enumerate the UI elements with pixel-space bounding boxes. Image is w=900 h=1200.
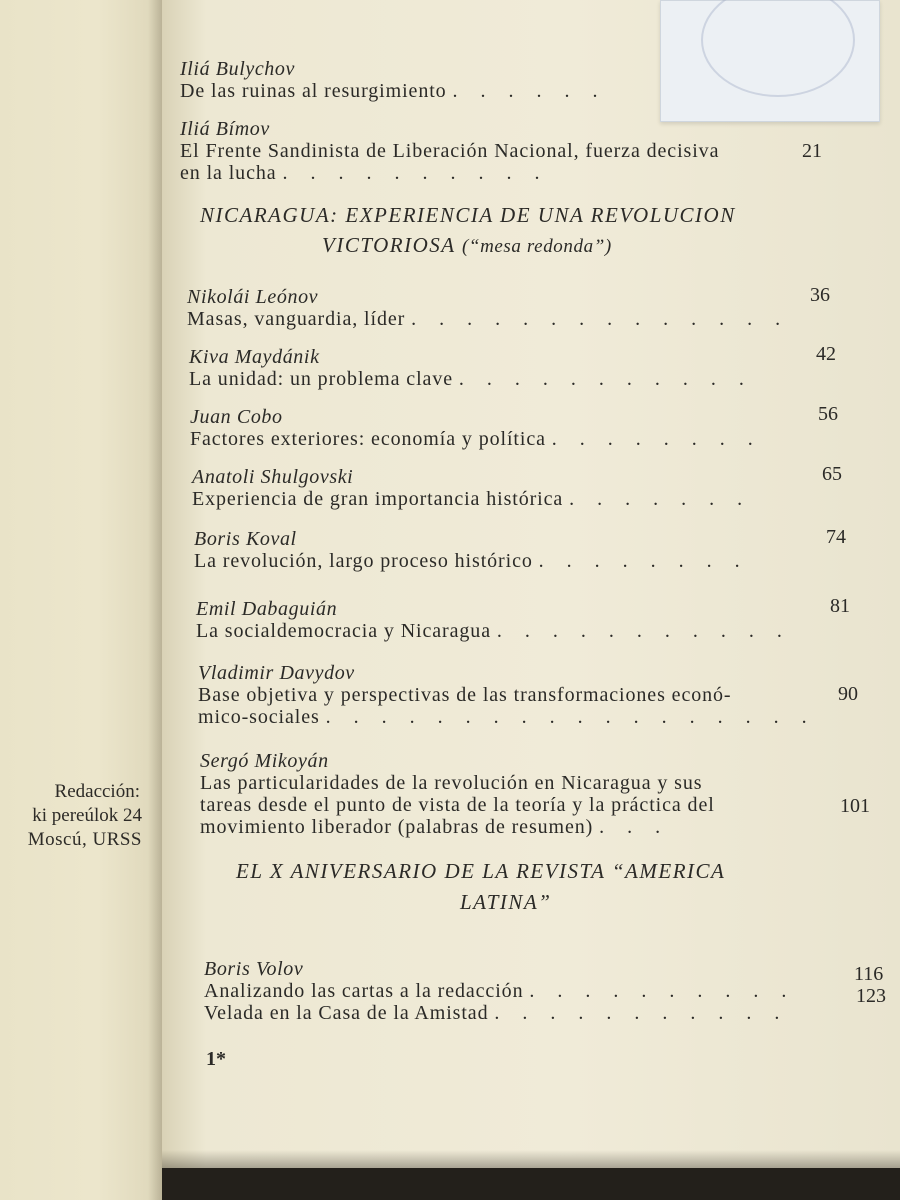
toc-entry-bimov	[180, 118, 719, 184]
toc-entry-volov	[204, 958, 795, 1024]
editorial-street: ki pereúlok 24	[32, 805, 142, 826]
dot-leader: . . . . . . . . . . .	[458, 368, 753, 390]
section-heading-nicaragua-line2: VICTORIOSA (“mesa redonda”)	[322, 233, 612, 257]
dot-leader: . . . . . . . . . .	[529, 980, 796, 1002]
entry-author: Iliá Bímov	[180, 118, 270, 140]
page-number: 123	[856, 985, 886, 1007]
entry-title: De las ruinas al resurgimiento . . . . . .	[180, 80, 607, 102]
toc-entry-mikoyan	[200, 750, 715, 838]
toc-entry-maydanik	[189, 346, 753, 390]
dot-leader: . . . . . .	[452, 80, 607, 102]
page-number: 116	[854, 963, 884, 985]
entry-title-line: movimiento liberador (palabras de resumen) . . .	[200, 816, 670, 838]
entry-author: Kiva Maydánik	[189, 346, 320, 368]
page-bottom-shadow	[162, 1150, 900, 1168]
toc-entry-davydov	[198, 662, 816, 728]
toc-entry-shulgovski	[192, 466, 751, 510]
dot-leader: . . .	[599, 816, 670, 838]
page-number: 74	[826, 526, 846, 548]
contents-page	[162, 0, 900, 1168]
page-number: 90	[838, 683, 858, 705]
toc-entry-cobo	[190, 406, 762, 450]
dot-leader: . . . . . . . . . .	[282, 162, 549, 184]
left-facing-page	[0, 0, 162, 1200]
gutter-shadow	[148, 0, 162, 1200]
entry-author: Juan Cobo	[190, 406, 283, 428]
entry-title-line: mico-sociales . . . . . . . . . . . . . . . . . .	[198, 706, 816, 728]
section-heading-anniversary: EL X ANIVERSARIO DE LA REVISTA “AMERICA	[236, 859, 726, 883]
table-of-contents	[162, 0, 900, 1168]
dot-leader: . . . . . . . . . . .	[496, 620, 791, 642]
entry-title: Experiencia de gran importancia histórica . . . . . . .	[192, 488, 752, 510]
entry-author: Vladimir Davydov	[198, 662, 355, 684]
entry-title: Factores exteriores: economía y política . . . . . . . .	[190, 428, 762, 450]
library-label-sticker	[660, 0, 880, 122]
dot-leader: . . . . . . .	[569, 488, 752, 510]
editorial-city: Moscú, URSS	[27, 829, 142, 850]
dot-leader: . . . . . . . .	[551, 428, 762, 450]
entry-title: Masas, vanguardia, líder . . . . . . . . . . . . . .	[187, 308, 790, 330]
dot-leader: . . . . . . . .	[538, 550, 749, 572]
entry-author: Nikolái Leónov	[187, 286, 319, 308]
page-number: 42	[816, 343, 836, 365]
entry-title-line: Las particularidades de la revolución en Nicaragua y sus	[200, 772, 703, 794]
editorial-address	[28, 780, 140, 852]
sheet-signature-mark: 1*	[206, 1048, 226, 1070]
entry-author: Boris Volov	[204, 958, 304, 980]
entry-title-line: en la lucha . . . . . . . . . .	[180, 162, 549, 184]
toc-entry-dabaguian	[196, 598, 791, 642]
entry-author: Anatoli Shulgovski	[192, 466, 354, 488]
stamp-circle	[701, 0, 855, 97]
entry-title-line: Velada en la Casa de la Amistad . . . . . . . . . . .	[204, 1002, 789, 1024]
entry-author: Emil Dabaguián	[196, 598, 338, 620]
dot-leader: . . . . . . . . . . . . . .	[411, 308, 790, 330]
dot-leader: . . . . . . . . . . .	[494, 1002, 789, 1024]
toc-entry-leonov	[187, 286, 789, 330]
page-number: 21	[802, 140, 822, 162]
page-number: 36	[810, 284, 830, 306]
page-number: 101	[840, 795, 870, 817]
page-number: 65	[822, 463, 842, 485]
entry-title-line: tareas desde el punto de vista de la teoría y la práctica del	[200, 794, 715, 816]
toc-entry-bulychov	[180, 58, 606, 102]
entry-title: La socialdemocracia y Nicaragua . . . . . . . . . . .	[196, 620, 791, 642]
toc-entry-koval	[194, 528, 749, 572]
entry-title: La revolución, largo proceso histórico . . . . . . . .	[194, 550, 749, 572]
entry-title-line: Base objetiva y perspectivas de las transformaciones econó-	[198, 684, 732, 706]
editorial-label: Redacción:	[54, 781, 140, 802]
entry-title-line: El Frente Sandinista de Liberación Nacional, fuerza decisiva	[180, 140, 720, 162]
entry-title-line: Analizando las cartas a la redacción . . . . . . . . . .	[204, 980, 796, 1002]
entry-author: Iliá Bulychov	[180, 58, 295, 80]
page-number: 81	[830, 595, 850, 617]
section-heading-nicaragua: NICARAGUA: EXPERIENCIA DE UNA REVOLUCION	[200, 203, 736, 227]
entry-title: La unidad: un problema clave . . . . . . . . . . .	[189, 368, 753, 390]
dot-leader: . . . . . . . . . . . . . . . . . .	[325, 706, 816, 728]
page-number: 56	[818, 403, 838, 425]
section-heading-anniversary-line2: LATINA”	[460, 890, 552, 914]
entry-author: Sergó Mikoyán	[200, 750, 329, 772]
entry-author: Boris Koval	[194, 528, 297, 550]
